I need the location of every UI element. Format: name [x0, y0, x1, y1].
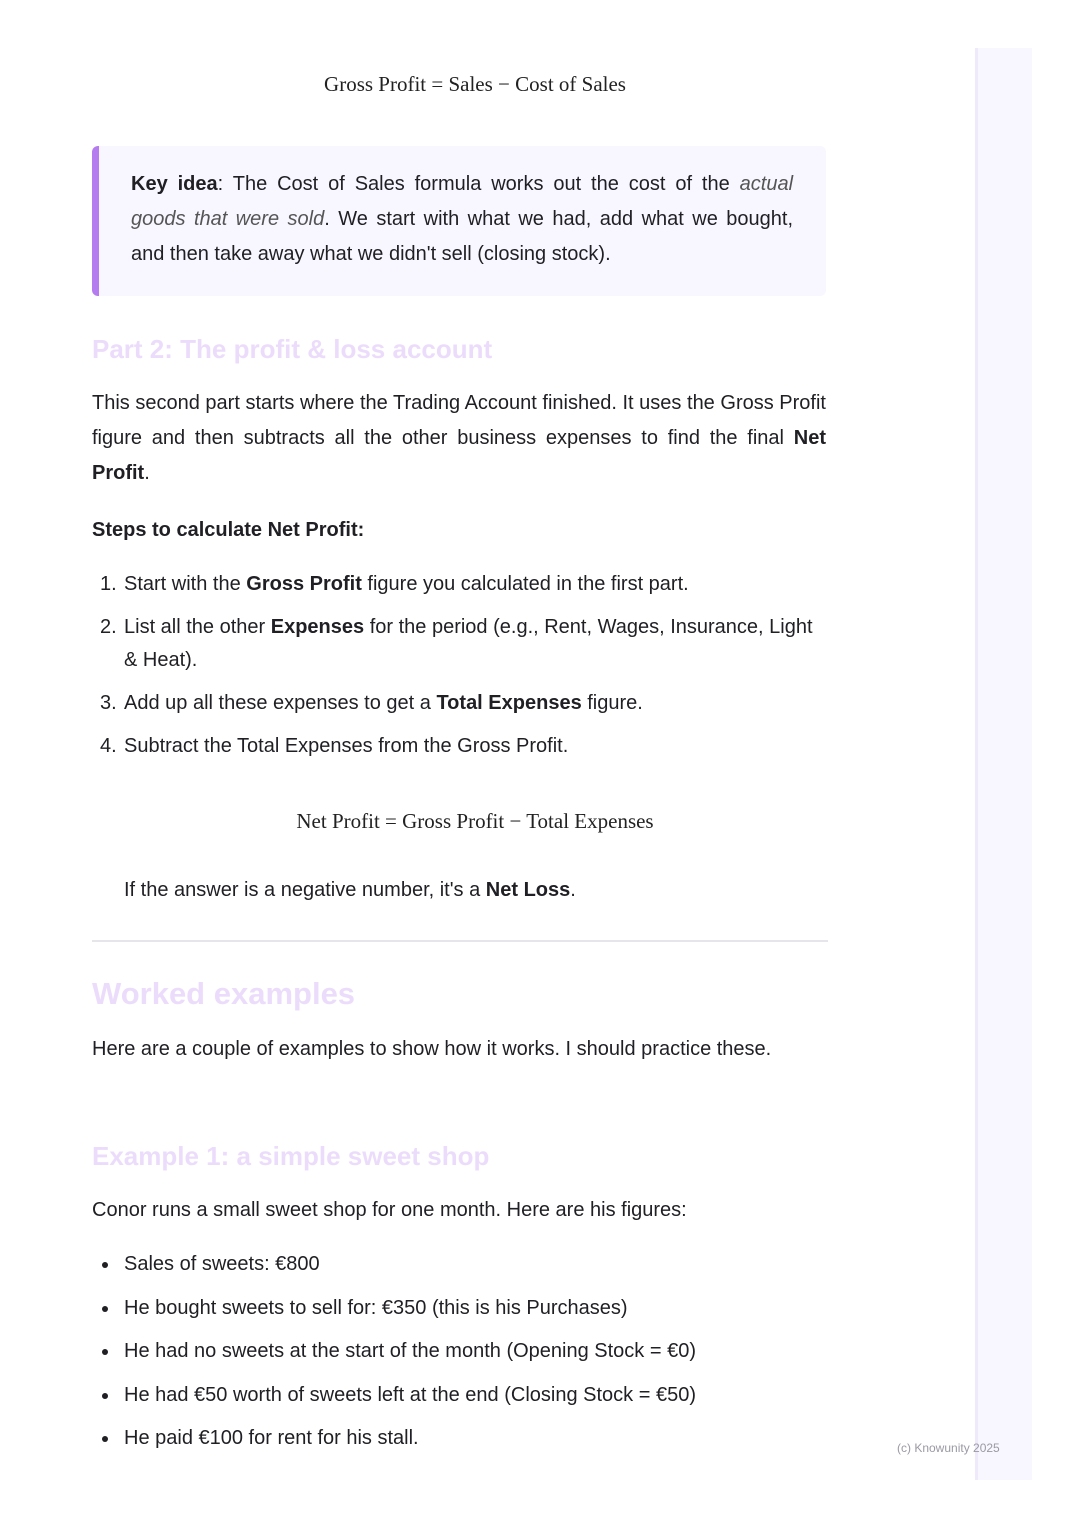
net-profit-formula: Net Profit = Gross Profit − Total Expenses [296, 809, 654, 833]
side-strip-edge [975, 48, 978, 1480]
list-item: He bought sweets to sell for: €350 (this is his Purchases) [100, 1292, 826, 1325]
net-loss-note: If the answer is a negative number, it's a Net Loss. [124, 879, 576, 901]
key-idea-text: Key idea: The Cost of Sales formula works out the cost of the actual goods that were sold. We start with what we had, add what we bought, and then take away what we didn't sell (closing stock). [131, 173, 794, 265]
steps-list [100, 568, 826, 773]
example1-figures-list [100, 1248, 826, 1466]
bullet-icon [102, 1393, 108, 1399]
worked-examples-heading: Worked examples [92, 976, 356, 1011]
key-idea-callout [92, 146, 826, 296]
list-item: He had €50 worth of sweets left at the end (Closing Stock = €50) [100, 1379, 826, 1412]
bullet-icon [102, 1306, 108, 1312]
bullet-icon [102, 1436, 108, 1442]
example1-heading: Example 1: a simple sweet shop [92, 1141, 490, 1171]
bullet-icon [102, 1262, 108, 1268]
step-item: 4. Subtract the Total Expenses from the Gross Profit. [100, 735, 569, 757]
gross-profit-formula: Gross Profit = Sales − Cost of Sales [324, 72, 626, 96]
key-idea-label: Key idea [131, 173, 218, 195]
section-divider [92, 940, 828, 942]
part2-intro: This second part starts where the Trading Account finished. It uses the Gross Profit figure and then subtracts all the other business expenses to find the final Net Profit. [92, 392, 826, 484]
bullet-icon [102, 1349, 108, 1355]
step-item: 1. Start with the Gross Profit figure you calculated in the first part. [100, 573, 689, 595]
steps-title: Steps to calculate Net Profit: [92, 519, 365, 541]
side-strip [976, 48, 1032, 1480]
copyright-footer: (c) Knowunity 2025 [897, 1441, 1000, 1455]
list-item: He had no sweets at the start of the month (Opening Stock = €0) [100, 1335, 826, 1368]
key-idea-emphasis: actual goods that were sold [131, 173, 794, 230]
step-item: 2. List all the other Expenses for the period (e.g., Rent, Wages, Insurance, Light & Heat). [100, 616, 813, 671]
list-item: Sales of sweets: €800 [100, 1248, 826, 1281]
worked-examples-intro: Here are a couple of examples to show how it works. I should practice these. [92, 1038, 772, 1060]
list-item: He paid €100 for rent for his stall. [100, 1422, 826, 1455]
step-item: 3. Add up all these expenses to get a Total Expenses figure. [100, 692, 643, 714]
part2-heading: Part 2: The profit & loss account [92, 334, 493, 364]
example1-intro: Conor runs a small sweet shop for one month. Here are his figures: [92, 1199, 687, 1221]
